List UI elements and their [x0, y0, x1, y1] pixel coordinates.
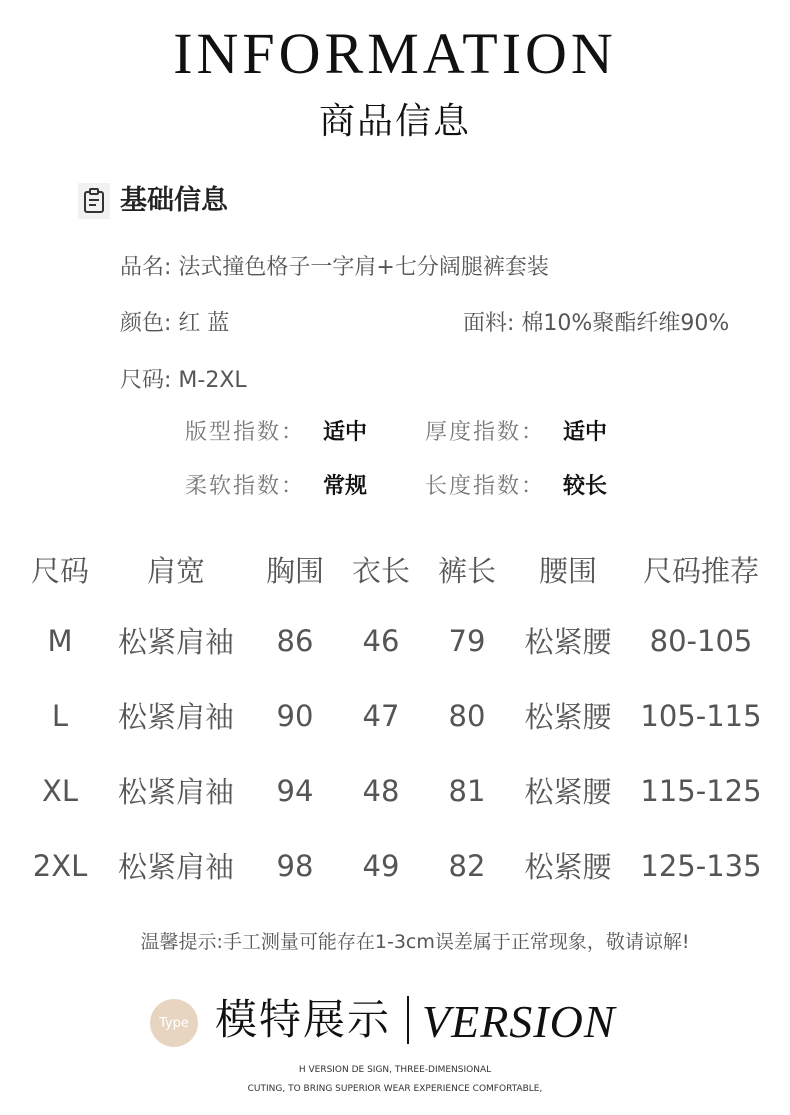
table-cell: 94 — [276, 773, 314, 808]
table-cell: 2XL — [32, 848, 88, 883]
table-cell: 49 — [362, 848, 400, 883]
version-title-en: VERSION — [422, 996, 616, 1047]
fabric-key: 面料: — [463, 311, 515, 336]
header-recommend: 尺码推荐 — [642, 553, 759, 588]
section-label: 基础信息 — [120, 185, 228, 216]
info-row-color — [120, 309, 229, 339]
table-cell: 115-125 — [640, 773, 762, 808]
table-cell: 90 — [276, 698, 314, 733]
header-shoulder: 肩宽 — [146, 553, 205, 588]
table-cell: XL — [41, 773, 79, 808]
table-row — [18, 828, 778, 903]
table-cell: 125-135 — [640, 848, 762, 883]
index-value-length: 较长 — [563, 474, 608, 499]
info-row-name — [120, 253, 549, 283]
header-pants-length: 裤长 — [437, 553, 496, 588]
table-cell: 86 — [276, 623, 314, 658]
version-title-cn: 模特展示 — [215, 995, 392, 1044]
table-cell: 松紧肩袖 — [117, 850, 234, 884]
table-row — [18, 603, 778, 678]
table-cell: 105-115 — [640, 698, 762, 733]
page-title-cn: 商品信息 — [318, 101, 471, 142]
version-divider — [407, 996, 409, 1044]
table-cell: 松紧肩袖 — [117, 700, 234, 734]
page-title-en: INFORMATION — [173, 21, 617, 86]
header-waist: 腰围 — [538, 553, 597, 588]
table-cell: 82 — [448, 848, 486, 883]
clipboard-icon — [78, 183, 110, 219]
table-cell: 松紧腰 — [524, 850, 612, 884]
index-label-fit: 版型指数： — [185, 420, 306, 445]
index-value-fit: 适中 — [323, 420, 368, 445]
table-cell: 松紧肩袖 — [117, 775, 234, 809]
table-cell: 80-105 — [649, 623, 753, 658]
table-cell: L — [51, 698, 69, 733]
index-label-thickness: 厚度指数： — [425, 420, 546, 445]
info-row-fabric — [463, 309, 729, 339]
header-chest: 胸围 — [265, 553, 324, 588]
table-cell: 松紧腰 — [524, 775, 612, 809]
table-cell: 80 — [448, 698, 486, 733]
table-header-row — [18, 535, 778, 603]
info-row-size — [120, 366, 247, 396]
table-cell: 松紧腰 — [524, 700, 612, 734]
table-cell: 81 — [448, 773, 486, 808]
version-caption-line2: CUTING, TO BRING SUPERIOR WEAR EXPERIENCE COMFORTABLE, — [247, 1084, 543, 1094]
version-caption-line1: H VERSION DE SIGN, THREE-DIMENSIONAL — [298, 1065, 492, 1075]
index-value-softness: 常规 — [323, 474, 368, 499]
measurement-tip: 温馨提示:手工测量可能存在1-3cm误差属于正常现象，敬请谅解! — [140, 931, 690, 953]
table-row — [18, 753, 778, 828]
name-value: 法式撞色格子一字肩+七分阔腿裤套装 — [178, 255, 549, 280]
table-cell: 98 — [276, 848, 314, 883]
table-cell: 46 — [362, 623, 400, 658]
header-size: 尺码 — [30, 553, 89, 588]
table-cell: 48 — [362, 773, 400, 808]
table-cell: M — [47, 623, 73, 658]
index-label-length: 长度指数： — [425, 474, 546, 499]
index-value-thickness: 适中 — [563, 420, 608, 445]
type-badge: Type — [150, 999, 198, 1047]
color-key: 颜色: — [120, 311, 172, 336]
table-cell: 松紧腰 — [524, 625, 612, 659]
header-top-length: 衣长 — [351, 553, 410, 588]
name-key: 品名: — [120, 255, 172, 280]
fabric-value: 棉10%聚酯纤维90% — [521, 311, 730, 336]
section-header — [78, 183, 228, 219]
color-value: 红 蓝 — [178, 311, 230, 336]
size-value: M-2XL — [178, 368, 247, 393]
table-row — [18, 678, 778, 753]
size-key: 尺码: — [120, 368, 172, 393]
table-cell: 79 — [448, 623, 486, 658]
index-label-softness: 柔软指数： — [185, 474, 306, 499]
table-cell: 松紧肩袖 — [117, 625, 234, 659]
table-cell: 47 — [362, 698, 400, 733]
size-table — [18, 535, 778, 903]
